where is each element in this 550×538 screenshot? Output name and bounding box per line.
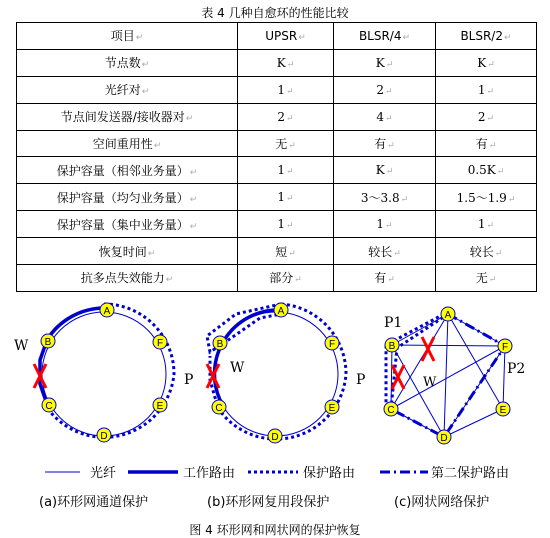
ring-a-diagram (14, 303, 193, 442)
legend (45, 465, 509, 481)
ring-a-label-p: P (184, 372, 194, 388)
table-cell (238, 211, 334, 238)
table-row (17, 184, 537, 211)
node-label: A (277, 306, 285, 317)
table-cell (238, 238, 334, 265)
ring-a-label-w: W (14, 338, 29, 354)
table-cell (334, 265, 436, 292)
table-row-label (17, 130, 238, 157)
cell-text: 1 (477, 217, 486, 232)
table-cell (436, 265, 537, 292)
cell-text: K (375, 163, 385, 178)
cell-text: 1 (277, 190, 286, 205)
table-header-cell (334, 23, 436, 50)
table-cell (334, 184, 436, 211)
table-cell (238, 103, 334, 130)
table-caption: 表 4 几种自愈环的性能比较 (201, 6, 349, 20)
return-mark: ↵ (385, 86, 393, 97)
return-mark: ↵ (135, 33, 144, 44)
node-label: D (271, 432, 279, 443)
node-label: C (387, 405, 395, 416)
node-label: A (103, 306, 111, 317)
ring-b-label-w: W (230, 360, 245, 376)
node-a-b (41, 334, 55, 348)
table-cell (436, 157, 537, 184)
table-header-row (17, 23, 537, 50)
cell-text: 1.5～1.9 (456, 190, 507, 205)
table-row (17, 157, 537, 184)
return-mark: ↵ (286, 221, 294, 232)
table-cell (436, 211, 537, 238)
cell-text: 有 (374, 137, 387, 151)
return-mark: ↵ (288, 141, 296, 151)
node-label: E (499, 405, 507, 416)
return-mark: ↵ (387, 141, 395, 151)
ring-b-diagram (207, 303, 365, 443)
table-header-cell (436, 23, 537, 50)
node-b-a (274, 303, 288, 317)
return-mark: ↵ (385, 221, 393, 232)
ring-a-working-route (40, 308, 104, 404)
table-row (17, 103, 537, 130)
node-label: F (501, 342, 509, 353)
return-mark: ↵ (393, 248, 401, 259)
ring-a-fiber (42, 312, 166, 436)
table-cell (334, 76, 436, 103)
return-mark: ↵ (387, 275, 395, 286)
node-label: E (156, 401, 164, 412)
node-c-c (384, 402, 398, 416)
cell-text: 1 (376, 217, 385, 232)
cell-text: 1 (277, 217, 286, 232)
node-label: D (440, 433, 448, 444)
table-row-label (17, 265, 238, 292)
cell-text: UPSR (265, 28, 298, 43)
cell-text: 保护容量（相邻业务量） (56, 163, 189, 178)
node-label: D (100, 431, 108, 442)
legend-label-working: 工作路由 (183, 466, 236, 481)
table-cell (238, 76, 334, 103)
table-row (17, 130, 537, 157)
cell-text: 1 (277, 163, 286, 178)
cell-text: 较长 (469, 244, 494, 259)
table-cell (238, 157, 334, 184)
cell-text: 短 (275, 244, 288, 259)
cell-text: 1 (277, 82, 286, 97)
return-mark: ↵ (294, 275, 302, 286)
return-mark: ↵ (141, 60, 150, 71)
node-a-f (153, 335, 167, 349)
node-a-a (100, 303, 114, 317)
cell-text: 0.5K (467, 163, 496, 178)
return-mark: ↵ (504, 32, 512, 43)
node-b-f (325, 336, 339, 350)
cell-text: 2 (376, 82, 385, 97)
legend-label-protection: 保护路由 (303, 466, 356, 481)
cell-text: 有 (374, 271, 387, 286)
mesh-c-diagram (384, 307, 525, 444)
table-header-cell (17, 23, 238, 50)
node-label: F (156, 338, 164, 349)
return-mark: ↵ (286, 113, 294, 124)
return-mark: ↵ (385, 113, 393, 124)
table-cell (436, 184, 537, 211)
mesh-c-label-w: W (423, 375, 437, 390)
cell-text: 项目 (110, 29, 135, 44)
cell-text: 保护容量（均匀业务量） (56, 190, 189, 205)
return-mark: ↵ (496, 167, 505, 178)
cell-text: 部分 (269, 271, 294, 286)
return-mark: ↵ (298, 32, 306, 43)
table-row-label (17, 157, 238, 184)
return-mark: ↵ (189, 221, 198, 232)
ring-b-label-p: P (356, 372, 366, 388)
node-label: A (444, 310, 452, 321)
table-cell (436, 49, 537, 76)
table-row (17, 49, 537, 76)
cell-text: 恢复时间 (98, 244, 147, 259)
return-mark: ↵ (507, 194, 516, 205)
table-cell (334, 103, 436, 130)
return-mark: ↵ (288, 248, 296, 259)
cell-text: BLSR/2 (460, 28, 503, 43)
cell-text: 无 (475, 271, 488, 286)
return-mark: ↵ (494, 248, 503, 259)
cell-text: 节点间发送器/接收器对 (60, 110, 185, 125)
table-cell (436, 103, 537, 130)
return-mark: ↵ (147, 248, 156, 259)
return-mark: ↵ (488, 275, 497, 286)
return-mark: ↵ (486, 113, 495, 124)
return-mark: ↵ (488, 141, 497, 151)
ring-b-fault-mark (207, 364, 219, 388)
table-row (17, 238, 537, 265)
mesh-c-fault-mark-2 (422, 337, 434, 361)
node-c-f (498, 339, 512, 353)
table-cell (334, 49, 436, 76)
cell-text: 节点数 (104, 56, 141, 71)
table-row-label (17, 76, 238, 103)
node-c-d (437, 430, 451, 444)
return-mark: ↵ (286, 59, 295, 70)
return-mark: ↵ (385, 167, 394, 178)
cell-text: 1 (477, 82, 486, 97)
node-b-e (325, 400, 339, 414)
cell-text: 3～3.8 (360, 190, 400, 205)
return-mark: ↵ (486, 86, 495, 97)
legend-label-fiber: 光纤 (90, 466, 117, 481)
table-row-label (17, 211, 238, 238)
table-cell (238, 130, 334, 157)
protection-diagram (0, 296, 550, 521)
return-mark: ↵ (189, 167, 198, 178)
node-c-b (385, 338, 399, 352)
cell-text: 有 (475, 137, 488, 151)
node-label: F (328, 339, 336, 350)
legend-label-second-protection: 第二保护路由 (431, 466, 510, 481)
return-mark: ↵ (185, 114, 194, 125)
node-label: B (44, 337, 52, 348)
return-mark: ↵ (286, 167, 294, 178)
return-mark: ↵ (189, 194, 198, 205)
table-row (17, 76, 537, 103)
cell-text: K (375, 55, 385, 70)
node-a-e (153, 398, 167, 412)
table-header-cell (238, 23, 334, 50)
node-b-d (268, 429, 282, 443)
node-label: C (215, 403, 223, 414)
mesh-c-label-p2: P2 (507, 361, 526, 377)
sub-caption-c: (c)网状网络保护 (394, 495, 490, 510)
table-cell (334, 238, 436, 265)
cell-text: BLSR/4 (358, 28, 402, 43)
sub-caption-b: (b)环形网复用段保护 (207, 495, 330, 510)
cell-text: 抗多点失效能力 (80, 271, 165, 286)
ring-a-protection-route (46, 304, 174, 437)
table-cell (436, 130, 537, 157)
table-row (17, 211, 537, 238)
table-cell (238, 184, 334, 211)
cell-text: 空间重用性 (92, 137, 153, 151)
sub-caption-a: (a)环形网通道保护 (39, 495, 149, 510)
return-mark: ↵ (402, 32, 411, 43)
table-cell (436, 238, 537, 265)
mesh-c-second-protection-route (388, 314, 505, 437)
node-b-c (212, 400, 226, 414)
table-row-label (17, 49, 238, 76)
table-cell (334, 130, 436, 157)
node-label: B (388, 341, 396, 352)
node-label: E (328, 403, 336, 414)
cell-text: K (276, 55, 286, 70)
node-c-e (496, 402, 510, 416)
performance-table (16, 22, 537, 292)
node-c-a (441, 307, 455, 321)
mesh-c-label-p1: P1 (384, 315, 403, 331)
return-mark: ↵ (487, 59, 495, 70)
return-mark: ↵ (141, 87, 150, 98)
return-mark: ↵ (286, 194, 294, 205)
table-cell (238, 49, 334, 76)
return-mark: ↵ (385, 59, 394, 70)
table-cell (436, 76, 537, 103)
node-a-d (97, 428, 111, 442)
node-label: B (216, 339, 224, 350)
node-label: C (45, 401, 53, 412)
return-mark: ↵ (286, 86, 294, 97)
table-row (17, 265, 537, 292)
return-mark: ↵ (165, 275, 174, 286)
return-mark: ↵ (400, 194, 409, 205)
cell-text: 光纤对 (104, 83, 141, 98)
cell-text: 保护容量（集中业务量） (56, 217, 189, 232)
return-mark: ↵ (153, 141, 162, 151)
return-mark: ↵ (486, 221, 495, 232)
table-row-label (17, 184, 238, 211)
table-cell (334, 211, 436, 238)
table-cell (334, 157, 436, 184)
node-b-b (213, 336, 227, 350)
cell-text: 较长 (368, 244, 393, 259)
table-cell (238, 265, 334, 292)
figure-caption: 图 4 环形网和网状网的保护恢复 (189, 523, 361, 537)
cell-text: 2 (277, 109, 286, 124)
table-row-label (17, 238, 238, 265)
table-row-label (17, 103, 238, 130)
node-a-c (42, 398, 56, 412)
cell-text: K (477, 55, 487, 70)
cell-text: 2 (477, 109, 486, 124)
cell-text: 4 (376, 109, 385, 124)
cell-text: 无 (275, 137, 288, 151)
